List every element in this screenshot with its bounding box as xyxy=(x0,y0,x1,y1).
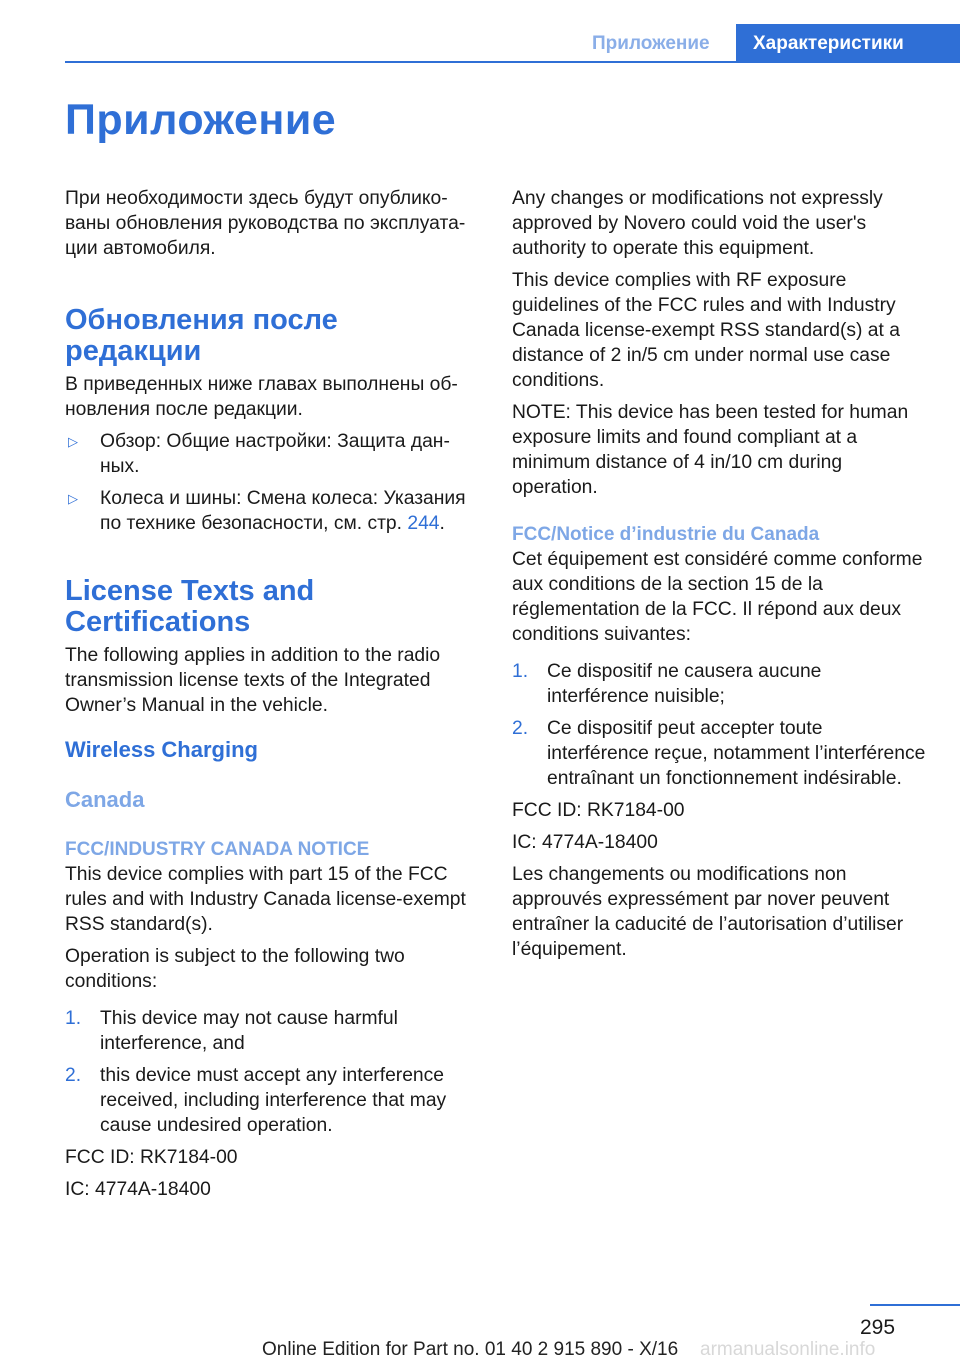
list-item xyxy=(512,659,927,709)
header-section-tab[interactable]: Приложение xyxy=(592,33,710,54)
license-heading: License Texts and Certifications xyxy=(65,575,315,638)
updates-text: В приведенных ниже главах выполнены об‐новления после редакции. xyxy=(65,374,458,420)
note-text: NOTE: This device has been tested for human exposure limits and found compliant at a minimum distance of 4 in/10 cm during operation. xyxy=(512,402,909,498)
notice-heading: FCC/INDUSTRY CANADA NOTICE xyxy=(65,839,370,860)
edition-text: Online Edition for Part no. 01 40 2 915 890 - X/16 xyxy=(262,1339,679,1360)
license-text: The following applies in addition to the radio transmission license texts of the Integrated Owner’s Manual in the vehicle. xyxy=(65,645,441,716)
wireless-charging-heading: Wireless Charging xyxy=(65,737,258,762)
list-item xyxy=(512,716,927,791)
list-number: 2. xyxy=(512,718,529,739)
list-item xyxy=(65,486,483,536)
list-item-text: Обзор: Общие настройки: Защита дан‐ных. xyxy=(100,431,450,477)
french-text: Cet équipement est considéré comme conforme aux conditions de la section 15 de la réglementation de la FCC. Il répond aux deux conditions suivantes: xyxy=(512,549,923,645)
list-item-text: this device must accept any interference received, including interference that may cause undesired operation. xyxy=(100,1065,447,1136)
updates-list xyxy=(65,429,483,536)
french-notice-heading: FCC/Notice d’industrie du Canada xyxy=(512,524,820,545)
list-number: 1. xyxy=(65,1008,82,1029)
canada-heading: Canada xyxy=(65,787,145,812)
left-column xyxy=(65,186,483,1209)
french-changes-text: Les changements ou modifications non approuvés expressément par nover peuvent entraîner la caducité de l’autorisation d’utiliser l’équipement. xyxy=(512,864,904,960)
french-conditions-list xyxy=(512,659,927,791)
page-number: 295 xyxy=(860,1316,896,1339)
conditions-list xyxy=(65,1006,483,1138)
page-title: Приложение xyxy=(65,96,337,144)
operation-text: Operation is subject to the following two conditions: xyxy=(65,946,405,992)
changes-text: Any changes or modifications not expressly approved by Novero could void the user's authority to operate this equipment. xyxy=(512,188,883,259)
list-item-text: Ce dispositif peut accepter toute interférence reçue, notamment l’interférence entraînant un fonctionnement indésirable. xyxy=(547,718,926,789)
list-item xyxy=(65,1006,483,1056)
list-item xyxy=(65,1063,483,1138)
triangle-bullet-icon: ▷ xyxy=(68,491,78,506)
ic-number: IC: 4774A-18400 xyxy=(65,1179,211,1200)
ic-number: IC: 4774A-18400 xyxy=(512,832,658,853)
triangle-bullet-icon: ▷ xyxy=(68,434,78,449)
list-number: 2. xyxy=(65,1065,82,1086)
right-column xyxy=(512,186,927,969)
fcc-id: FCC ID: RK7184-00 xyxy=(512,800,685,821)
notice-text: This device complies with part 15 of the FCC rules and with Industry Canada license-exempt RSS standard(s). xyxy=(65,864,466,935)
footer-rule xyxy=(870,1304,960,1306)
header-rule xyxy=(65,61,960,63)
list-item-text: Ce dispositif ne causera aucune interférence nuisible; xyxy=(547,661,822,707)
list-item-text: Колеса и шины: Смена колеса: Указания по технике безопасности, см. стр. xyxy=(100,488,466,534)
watermark: armanualsonline.info xyxy=(700,1339,876,1360)
list-item-text: This device may not cause harmful interference, and xyxy=(100,1008,398,1054)
list-number: 1. xyxy=(512,661,529,682)
header-active-tab[interactable]: Характеристики xyxy=(736,24,960,63)
updates-heading: Обновления после редакции xyxy=(65,304,338,367)
page-link[interactable]: 244 xyxy=(407,513,440,534)
fcc-id: FCC ID: RK7184-00 xyxy=(65,1147,238,1168)
rf-exposure-text: This device complies with RF exposure guidelines of the FCC rules and with Industry Canada license-exempt RSS standard(s) at a distance of 2 in/5 cm under normal use case conditions. xyxy=(512,270,900,391)
intro-text: При необходимости здесь будут опублико‐ваны обновления руководства по эксплуата‐ции автомобиля. xyxy=(65,188,466,259)
list-item-suffix: . xyxy=(439,513,445,534)
list-item xyxy=(65,429,483,479)
